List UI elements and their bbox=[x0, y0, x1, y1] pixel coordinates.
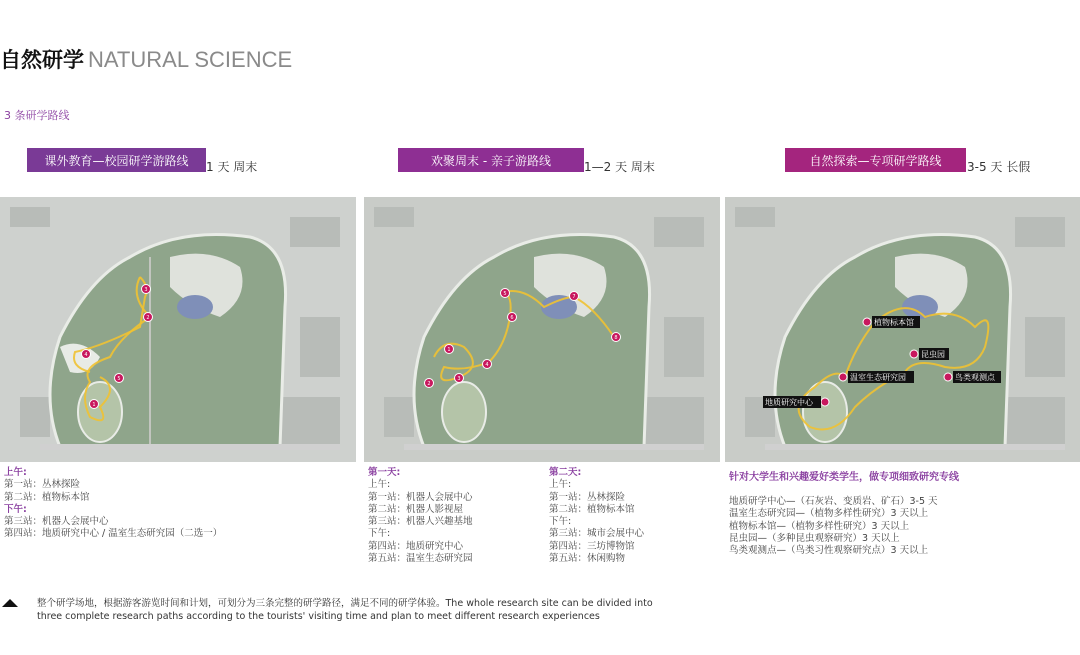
route2-map bbox=[364, 197, 720, 462]
page-title-en: NATURAL SCIENCE bbox=[88, 47, 293, 72]
route2-stop: 第二站：植物标本馆 bbox=[549, 503, 635, 515]
route2-duration: 1—2 天 周末 bbox=[584, 160, 655, 174]
page-title bbox=[0, 44, 292, 74]
route2-banner bbox=[398, 148, 584, 172]
route3-name: 自然探索—专项研学路线 bbox=[809, 153, 942, 168]
route2-map-image bbox=[364, 197, 720, 462]
route2-stop: 第一站：机器人会展中心 bbox=[368, 491, 473, 503]
footnote-line: 整个研学场地，根据游客游览时间和计划，可划分为三条完整的研学路径，满足不同的研学体验。The whole research site can be divided into bbox=[37, 598, 653, 609]
route2-section-heading: 下午: bbox=[549, 516, 572, 528]
route1-stop: 第三站：机器人会展中心 bbox=[4, 516, 109, 528]
route2-marker-label: 6 bbox=[510, 315, 514, 321]
route3-map-label: 昆虫园 bbox=[921, 350, 945, 359]
route1-map-image bbox=[0, 197, 356, 462]
route3-banner bbox=[785, 148, 966, 172]
route3-item: 鸟类观测点—（鸟类习性观察研究点）3 天以上 bbox=[729, 545, 929, 557]
route2-stop: 第四站：三坊博物馆 bbox=[549, 540, 635, 552]
route1-duration: 1 天 周末 bbox=[206, 160, 258, 174]
route2-day-title: 第一天: bbox=[368, 467, 401, 478]
route3-map-label: 植物标本馆 bbox=[874, 318, 914, 327]
route3-item: 地质研学中心—（石灰岩、变质岩、矿石）3-5 天 bbox=[729, 496, 938, 507]
route1-banner bbox=[27, 148, 206, 172]
route3-map-label: 鸟类观测点 bbox=[955, 373, 995, 382]
triangle-icon bbox=[2, 599, 18, 607]
route1-marker-label: 5 bbox=[117, 376, 121, 382]
route3-marker bbox=[910, 350, 918, 358]
route1-marker-label: 2 bbox=[146, 315, 150, 321]
route3-map-label: 温室生态研究园 bbox=[850, 373, 906, 382]
route3-duration: 3-5 天 长假 bbox=[967, 160, 1031, 174]
route2-day1-itinerary bbox=[368, 467, 473, 565]
route3-marker bbox=[821, 398, 829, 406]
route1-stop: 第一站：丛林探险 bbox=[4, 479, 81, 491]
route3-map-label: 地质研究中心 bbox=[765, 398, 813, 407]
route2-stop: 第一站：丛林探险 bbox=[549, 491, 626, 503]
route3-map bbox=[725, 197, 1080, 462]
route2-day-title: 第二天: bbox=[549, 467, 582, 478]
route2-marker-label: 8 bbox=[614, 335, 618, 341]
route3-marker bbox=[944, 373, 952, 381]
route2-name: 欢聚周末 - 亲子游路线 bbox=[431, 153, 551, 168]
route1-marker-label: 1 bbox=[92, 402, 96, 408]
route1-section-heading: 上午: bbox=[4, 467, 27, 478]
footnote bbox=[37, 598, 653, 623]
route1-marker-label: 4 bbox=[84, 352, 88, 358]
footnote-line: three complete research paths according to the tourists' visiting time and plan to meet different research experiences bbox=[37, 610, 600, 622]
route3-item: 植物标本馆—（植物多样性研究）3 天以上 bbox=[729, 520, 910, 532]
route1-itinerary bbox=[4, 467, 222, 541]
route2-stop: 第二站：机器人影视屋 bbox=[368, 503, 464, 515]
route2-marker-label: 5 bbox=[503, 291, 507, 297]
route1-name: 课外教育—校园研学游路线 bbox=[44, 153, 189, 168]
route2-stop: 第三站：机器人兴趣基地 bbox=[368, 516, 473, 528]
route2-stop: 第四站：地质研究中心 bbox=[368, 540, 464, 552]
route3-marker bbox=[839, 373, 847, 381]
route2-stop: 第三站：城市会展中心 bbox=[549, 528, 645, 540]
route2-marker-label: 3 bbox=[457, 376, 461, 382]
route1-map bbox=[0, 197, 356, 462]
route2-stop: 第五站：温室生态研究园 bbox=[368, 553, 473, 565]
route2-section-heading: 下午: bbox=[368, 528, 391, 540]
route2-marker-label: 7 bbox=[572, 294, 576, 300]
route2-marker-label: 1 bbox=[447, 347, 451, 353]
route3-item: 昆虫园—（多种昆虫观察研究）3 天以上 bbox=[729, 532, 900, 544]
route2-section-heading: 上午: bbox=[368, 479, 391, 491]
route1-marker-label: 3 bbox=[144, 287, 148, 293]
route2-section-heading: 上午: bbox=[549, 479, 572, 491]
route2-marker-label: 4 bbox=[485, 362, 489, 368]
section-subtitle: 3 条研学路线 bbox=[4, 109, 70, 122]
route1-section-heading: 下午: bbox=[4, 503, 27, 515]
route2-marker-label: 2 bbox=[427, 381, 431, 387]
page-title-zh: 自然研学 bbox=[0, 48, 84, 72]
route2-stop: 第五站：休闲购物 bbox=[549, 553, 626, 565]
route3-heading: 针对大学生和兴趣爱好类学生，做专项细致研究专线 bbox=[729, 472, 959, 483]
route3-marker bbox=[863, 318, 871, 326]
route1-stop: 第四站：地质研究中心 / 温室生态研究园（二选一） bbox=[4, 528, 223, 540]
route3-itinerary bbox=[729, 496, 938, 557]
route3-item: 温室生态研究园—（植物多样性研究）3 天以上 bbox=[729, 508, 929, 520]
route3-map-image bbox=[725, 197, 1080, 462]
route1-stop: 第二站：植物标本馆 bbox=[4, 491, 90, 503]
route2-day2-itinerary bbox=[549, 467, 644, 565]
